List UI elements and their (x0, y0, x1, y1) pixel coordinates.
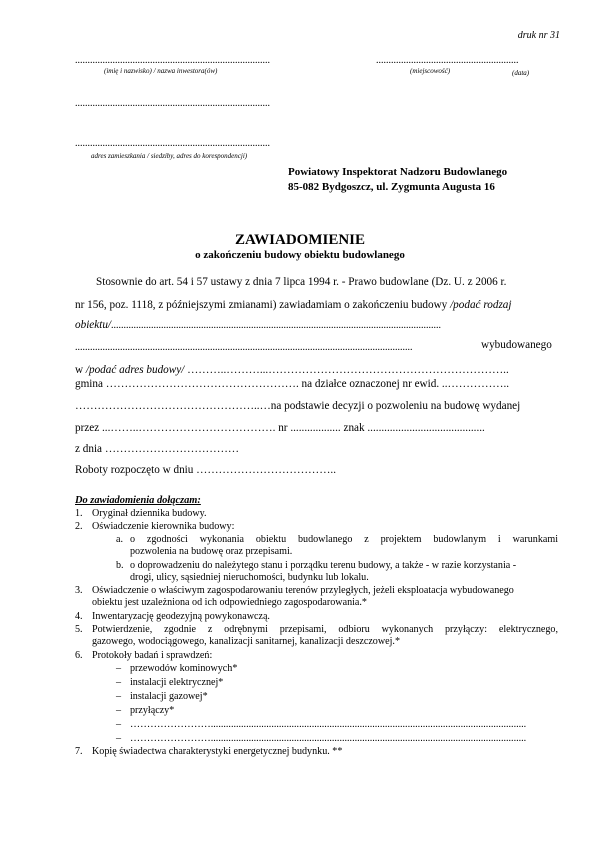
address-caption: adres zamieszkania / siedziby, adres do korespondencji) (91, 152, 248, 160)
dash-bullet: – (116, 733, 122, 744)
investor-name-caption: (imię i nazwisko) / nazwa inwestora(ów) (104, 67, 218, 75)
body-line-2-text: nr 156, poz. 1118, z późniejszymi zmianami) zawiadamiam o zakończeniu budowy (75, 299, 451, 311)
item-number: 2. (75, 521, 83, 532)
item-number: 7. (75, 746, 83, 757)
object-type-hint: /podać rodzaj (450, 299, 512, 311)
document-subtitle: o zakończeniu budowy obiektu budowlanego (195, 249, 405, 261)
dash-bullet: – (116, 663, 122, 674)
dash-bullet: – (116, 705, 122, 716)
date-caption: (data) (512, 69, 530, 77)
protocol-item: instalacji elektrycznej* (130, 677, 224, 688)
place-caption: (miejscowość) (410, 67, 451, 75)
protocol-item: instalacji gazowej* (130, 691, 208, 702)
attachment-item: Oświadczenie o właściwym zagospodarowaniu terenów przyległych, jeżeli eksploatacja wybudowanego (92, 585, 514, 596)
object-type-field-2[interactable]: ....................................................................................................................................... (75, 342, 413, 353)
sub-item-text: o doprowadzeniu do należytego stanu i porządku terenu budowy, a także - w razie korzystania - (130, 560, 517, 571)
object-type-hint-end: obiektu/ (75, 319, 112, 331)
recipient-address: 85-082 Bydgoszcz, ul. Zygmunta Augusta 16 (288, 181, 495, 193)
attachment-item: Potwierdzenie, zgodnie z odrębnymi przepisami, odbioru wykonanych przyłączy: elektrycznego, (92, 624, 558, 635)
body-line-5-prefix: w (75, 364, 86, 376)
recipient-name: Powiatowy Inspektorat Nadzoru Budowlanego (288, 166, 508, 178)
sub-item-text: drogi, ulicy, sąsiedniej nieruchomości, budynku lub lokalu. (130, 572, 369, 583)
protocol-blank-field[interactable]: ……………………............................................................................................................................. (130, 733, 527, 744)
decision-date-line: z dnia ……………………………… (75, 443, 240, 455)
body-line-1: Stosownie do art. 54 i 57 ustawy z dnia 7 lipca 1994 r. - Prawo budowlane (Dz. U. z 2006 r. (96, 276, 507, 288)
issuer-line: przez ...……..………………………………. nr .................. znak .......................................... (75, 422, 485, 434)
investor-line-2-field[interactable]: .............................................................................. (75, 98, 270, 109)
protocol-item: przewodów kominowych* (130, 663, 238, 674)
body-line-4 (75, 341, 413, 353)
attachment-item: Oryginał dziennika budowy. (92, 508, 207, 519)
attachment-item: gazowego, wodociągowego, kanalizacji sanitarnej, kanalizacji deszczowej.* (92, 636, 401, 647)
sub-item-letter: b. (116, 560, 124, 571)
dash-bullet: – (116, 719, 122, 730)
attachment-item: Protokoły badań i sprawdzeń: (92, 650, 213, 661)
municipality-line: gmina ……………………………………………. na działce oznaczonej nr ewid. ..…………….. (75, 378, 510, 390)
body-line-3 (75, 319, 441, 331)
address-hint: /podać adres budowy/ (85, 364, 185, 376)
decision-line: …………………………………………..…na podstawie decyzji o pozwoleniu na budowę wydanej (75, 400, 521, 412)
build-address-field[interactable]: ………..………...……………………………………………………….. (184, 364, 509, 376)
dash-bullet: – (116, 691, 122, 702)
body-line-2 (75, 299, 512, 311)
attachments-heading: Do zawiadomienia dołączam: (75, 495, 201, 506)
item-number: 1. (75, 508, 83, 519)
item-number: 3. (75, 585, 83, 596)
place-date-field[interactable]: ......................................................... (376, 55, 519, 66)
item-number: 4. (75, 611, 83, 622)
protocol-item: przyłączy* (130, 705, 175, 716)
item-number: 5. (75, 624, 83, 635)
sub-item-text: pozwolenia na budowę oraz przepisami. (130, 546, 293, 557)
item-number: 6. (75, 650, 83, 661)
attachment-item: Kopię świadectwa charakterystyki energetycznej budynku. ** (92, 746, 343, 757)
sub-item-text: o zgodności wykonania obiektu budowlanego z projektem budowlanym i warunkami (130, 534, 558, 545)
sub-item-letter: a. (116, 534, 124, 545)
address-field[interactable]: .............................................................................. (75, 138, 270, 149)
investor-name-field[interactable]: .............................................................................. (75, 55, 270, 66)
built-label: wybudowanego (481, 339, 552, 351)
dash-bullet: – (116, 677, 122, 688)
attachment-item: Oświadczenie kierownika budowy: (92, 521, 235, 532)
start-date-line: Roboty rozpoczęto w dniu ……………………………….. (75, 464, 337, 476)
body-line-5 (75, 364, 509, 376)
document-title: ZAWIADOMIENIE (234, 232, 366, 248)
form-number: druk nr 31 (517, 30, 560, 41)
object-type-field[interactable]: .................................................................................................................................... (111, 320, 442, 331)
protocol-blank-field[interactable]: ……………………............................................................................................................................. (130, 719, 527, 730)
attachment-item: Inwentaryzację geodezyjną powykonawczą. (92, 611, 270, 622)
attachment-item: obiektu jest uzależniona od ich odpowiedniego zagospodarowania.* (92, 597, 367, 608)
